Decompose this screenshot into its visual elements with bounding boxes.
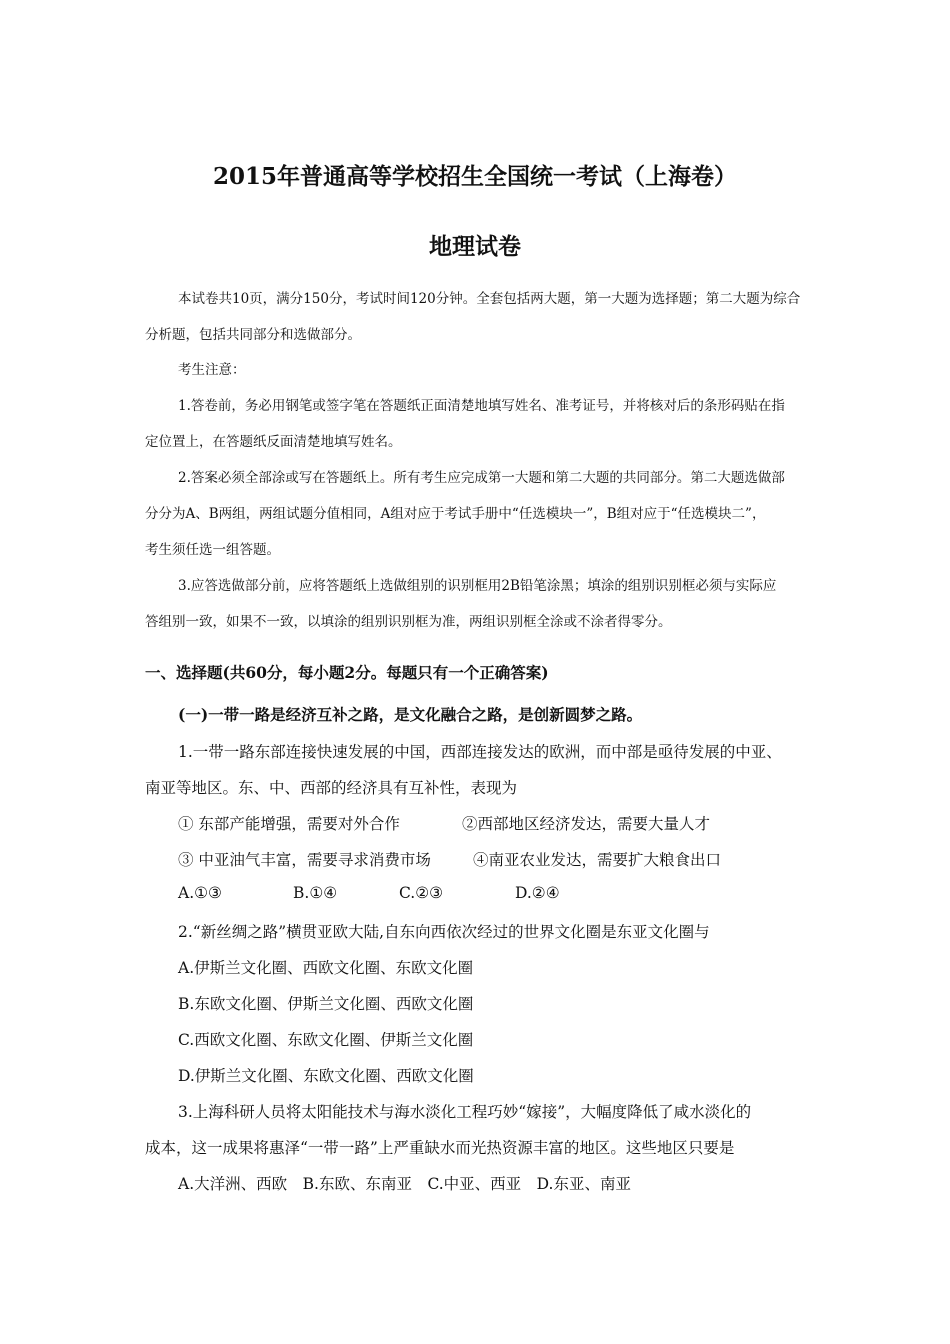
notice-item-2-line-3: 考生须任选一组答题。 bbox=[145, 542, 280, 558]
q1-statement-1: ① 东部产能增强，需要对外合作 bbox=[178, 815, 400, 833]
q2-option-d: D.伊斯兰文化圈、东欧文化圈、西欧文化圈 bbox=[178, 1067, 474, 1085]
notice-heading: 考生注意： bbox=[178, 362, 246, 378]
section-1-subheading: (一)一带一路是经济互补之路，是文化融合之路，是创新圆梦之路。 bbox=[178, 705, 643, 724]
q3-stem-line-1: 3.上海科研人员将太阳能技术与海水淡化工程巧妙“嫁接”，大幅度降低了咸水淡化的 bbox=[178, 1103, 752, 1121]
q2-stem: 2.“新丝绸之路”横贯亚欧大陆,自东向西依次经过的世界文化圈是东亚文化圈与 bbox=[178, 923, 710, 941]
section-1-heading: 一、选择题(共60分，每小题2分。每题只有一个正确答案) bbox=[145, 663, 549, 682]
intro-line-1: 本试卷共10页，满分150分，考试时间120分钟。全套包括两大题，第一大题为选择题；第二大题为综合 bbox=[178, 291, 801, 307]
q1-stem-line-1: 1.一带一路东部连接快速发展的中国，西部连接发达的欧洲，而中部是亟待发展的中亚、 bbox=[178, 743, 782, 761]
q1-statement-2: ②西部地区经济发达，需要大量人才 bbox=[462, 815, 711, 833]
exam-subtitle: 地理试卷 bbox=[429, 233, 521, 260]
notice-item-2-line-1: 2.答案必须全部涂或写在答题纸上。所有考生应完成第一大题和第二大题的共同部分。第二大题选做部 bbox=[178, 470, 785, 486]
q2-option-a: A.伊斯兰文化圈、西欧文化圈、东欧文化圈 bbox=[178, 959, 474, 977]
q1-statement-3: ③ 中亚油气丰富，需要寻求消费市场 bbox=[178, 851, 431, 869]
q1-stem-line-2: 南亚等地区。东、中、西部的经济具有互补性，表现为 bbox=[145, 779, 518, 797]
intro-line-2: 分析题，包括共同部分和选做部分。 bbox=[145, 327, 361, 343]
q2-option-b: B.东欧文化圈、伊斯兰文化圈、西欧文化圈 bbox=[178, 995, 474, 1013]
q1-option-a: A.①③ bbox=[178, 884, 222, 902]
notice-item-3-line-2: 答组别一致，如果不一致，以填涂的组别识别框为准，两组识别框全涂或不涂者得零分。 bbox=[145, 614, 672, 630]
q1-option-d: D.②④ bbox=[515, 884, 560, 902]
q1-option-c: C.②③ bbox=[399, 884, 444, 902]
q3-stem-line-2: 成本，这一成果将惠泽“一带一路”上严重缺水而光热资源丰富的地区。这些地区只要是 bbox=[145, 1139, 735, 1157]
notice-item-3-line-1: 3.应答选做部分前，应将答题纸上选做组别的识别框用2B铅笔涂黑；填涂的组别识别框必须与实际应 bbox=[178, 578, 777, 594]
q1-statement-4: ④南亚农业发达，需要扩大粮食出口 bbox=[473, 851, 722, 869]
notice-item-1-line-2: 定位置上，在答题纸反面清楚地填写姓名。 bbox=[145, 434, 402, 450]
q1-option-b: B.①④ bbox=[293, 884, 338, 902]
notice-item-2-line-2: 分分为A、B两组，两组试题分值相同，A组对应于考试手册中“任选模块一”，B组对应于“任选模块二”， bbox=[145, 506, 766, 522]
q3-options: A.大洋洲、西欧 B.东欧、东南亚 C.中亚、西亚 D.东亚、南亚 bbox=[178, 1175, 631, 1193]
notice-item-1-line-1: 1.答卷前，务必用钢笔或签字笔在答题纸正面清楚地填写姓名、准考证号，并将核对后的条形码贴在指 bbox=[178, 398, 785, 414]
exam-title: 2015年普通高等学校招生全国统一考试（上海卷） bbox=[212, 163, 737, 190]
q2-option-c: C.西欧文化圈、东欧文化圈、伊斯兰文化圈 bbox=[178, 1031, 474, 1049]
